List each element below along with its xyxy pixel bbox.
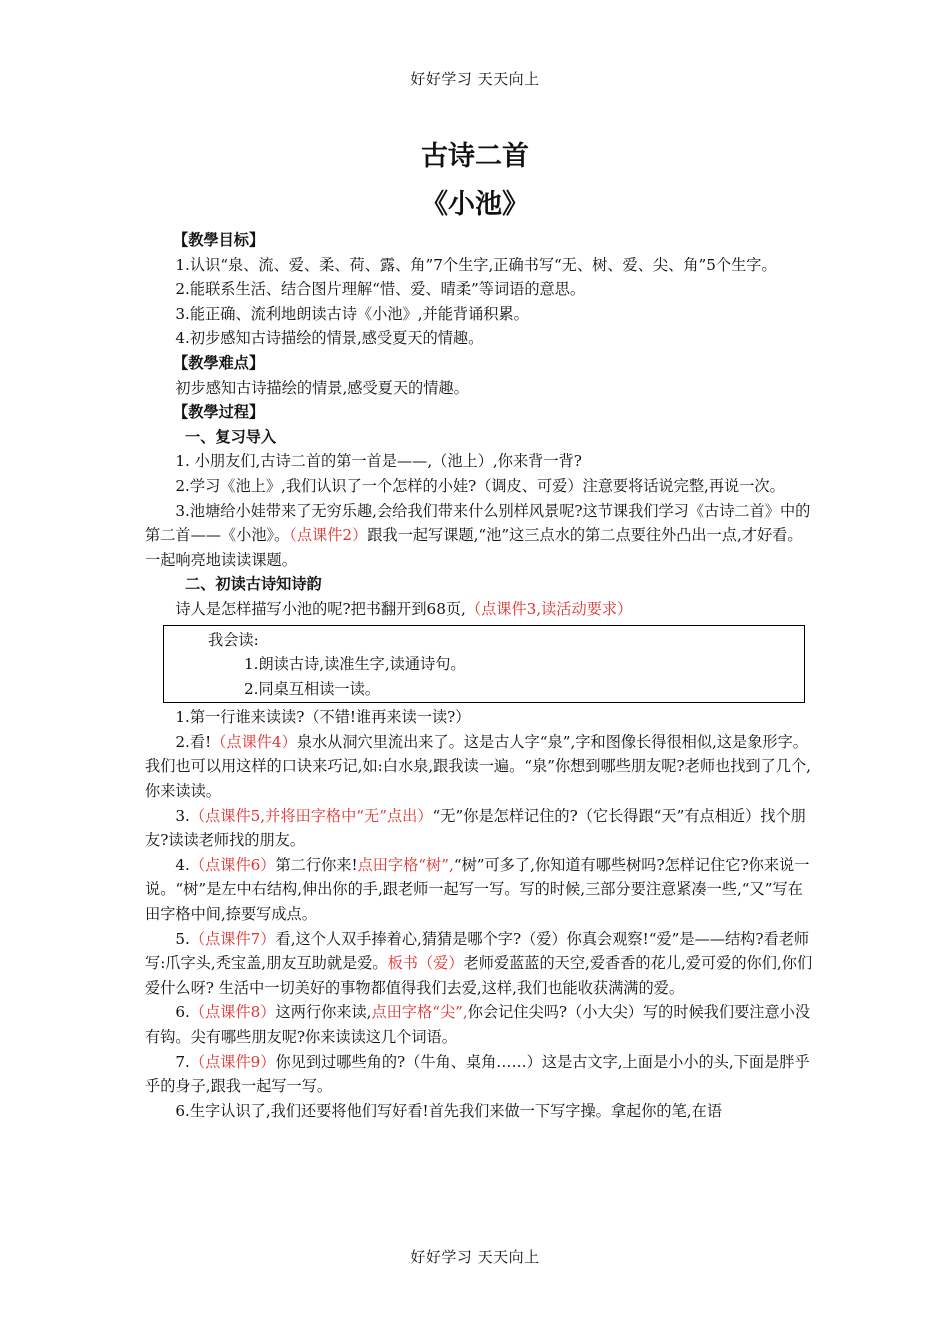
text-span: 泉水从洞穴里流出来了。这是古人字“泉”,字和图像长得很相似,这是象形字。我们也可以用这样的口诀来巧记,如:白水泉,跟我读一遍。“泉”你想到哪些朋友呢?老师也找到了几个,你来读读。 [145,732,811,801]
text-span: 第二行你来! [275,855,358,874]
text-span: 诗人是怎样描写小池的呢?把书翻开到68页, [175,599,466,618]
text-span: 你见到过哪些角的?（牛角、桌角……）这是古文字,上面是小小的头,下面是胖乎乎的身子,跟我一起写一写。 [145,1052,810,1096]
text-span: “无”你是怎样记住的?（它长得跟“天”有点相近）找个朋友?读读老师找的朋友。 [145,806,806,850]
text-span: 跟我一起写课题,“池”这三点水的第二点要往外凸出一点,才好看。一起响亮地读读课题。 [145,526,803,569]
courseware-note: 点田字格“尖”, [371,1003,468,1022]
text-span: 5. [175,929,190,948]
paragraph [145,597,817,622]
text-span: 看,这个人双手捧着心,猜猜是哪个字?（爱）你真会观察!“爱”是——结构?看老师写:爪字头,秃宝盖,朋友互助就是爱。 [145,929,810,973]
courseware-note: （点课件5,并将田字格中“无”点出） [189,806,433,825]
courseware-note: （点课件8） [189,1003,276,1022]
document-body [145,228,817,1123]
goal-item: 3.能正确、流利地朗读古诗《小池》,并能背诵积累。 [175,304,529,323]
board-note: 板书（爱） [387,954,464,973]
text-span: 2.看! [175,732,212,751]
goal-item: 4.初步感知古诗描绘的情景,感受夏天的情趣。 [175,329,484,348]
paragraph [145,927,817,1001]
difficulty-heading: 【教學难点】 [173,353,265,372]
text-span: 这两行你来读, [275,1003,372,1022]
page-header: 好好学习 天天向上 [410,70,540,88]
lesson-title: 《小池》 [421,189,529,220]
courseware-note: （点课件6） [189,855,276,874]
paragraph [145,1050,817,1099]
box-item: 2.同桌互相读一读。 [244,679,380,698]
courseware-note: （点课件2） [289,526,368,545]
paragraph [145,853,817,927]
process-heading: 【教學过程】 [173,403,265,422]
paragraph [145,1000,817,1049]
courseware-note: （点课件9） [189,1052,276,1071]
paragraph: 1. 小朋友们,古诗二首的第一首是——,（池上）,你来背一背? [175,452,582,471]
paragraph [145,804,817,853]
paragraph [145,499,817,573]
paragraph: 6.生字认识了,我们还要将他们写好看!首先我们来做一下写字操。拿起你的笔,在语 [175,1101,723,1120]
page-footer: 好好学习 天天向上 [410,1248,540,1266]
courseware-note: 点田字格“树”, [357,855,454,874]
text-span: 6. [175,1003,190,1022]
courseware-note: （点课件3,读活动要求） [465,599,633,618]
text-span: 7. [175,1052,190,1071]
box-label: 我会读: [208,630,259,649]
text-span: 3.池塘给小娃带来了无穷乐趣,会给我们带来什么别样风景呢?这节课我们学习《古诗二首》中的第二首——《小池》。 [145,501,811,545]
goals-heading: 【教學目标】 [173,231,265,249]
text-span: “树”可多了,你知道有哪些树吗?怎样记住它?你来说一说。“树”是左中右结构,伸出你的手,跟老师一起写一写。写的时候,三部分要注意紧凑一些,“又”写在田字格中间,捺要写成点。 [145,855,810,924]
text-span: 你会记住尖吗?（小大尖）写的时候我们要注意小没有钩。尖有哪些朋友呢?你来读读这几个词语。 [145,1003,811,1046]
text-span: 4. [175,855,190,874]
paragraph: 1.第一行谁来读读?（不错!谁再来读一读?） [175,708,471,727]
paragraph [145,730,817,804]
section-heading: 二、初读古诗知诗韵 [185,575,322,594]
paragraph: 2.学习《池上》,我们认识了一个怎样的小娃?（调皮、可爱）注意要将话说完整,再说一次。 [175,476,785,495]
courseware-note: （点课件7） [189,929,276,948]
section-heading: 一、复习导入 [185,427,277,446]
difficulty-text: 初步感知古诗描绘的情景,感受夏天的情趣。 [175,378,469,397]
goal-item: 1.认识“泉、流、爱、柔、荷、露、角”7个生字,正确书写“无、树、爱、尖、角”5个生字。 [175,255,777,274]
courseware-note: （点课件4） [211,732,297,751]
text-span: 3. [175,806,190,825]
page-title: 古诗二首 [421,141,529,172]
text-span: 老师爱蓝蓝的天空,爱香香的花儿,爱可爱的你们,你们爱什么呀? 生活中一切美好的事物都值得我们去爱,这样,我们也能收获满满的爱。 [145,954,813,997]
goal-item: 2.能联系生活、结合图片理解“惜、爱、晴柔”等词语的意思。 [175,280,586,299]
reading-requirements-box [163,625,805,704]
box-item: 1.朗读古诗,读准生字,读通诗句。 [244,655,466,674]
